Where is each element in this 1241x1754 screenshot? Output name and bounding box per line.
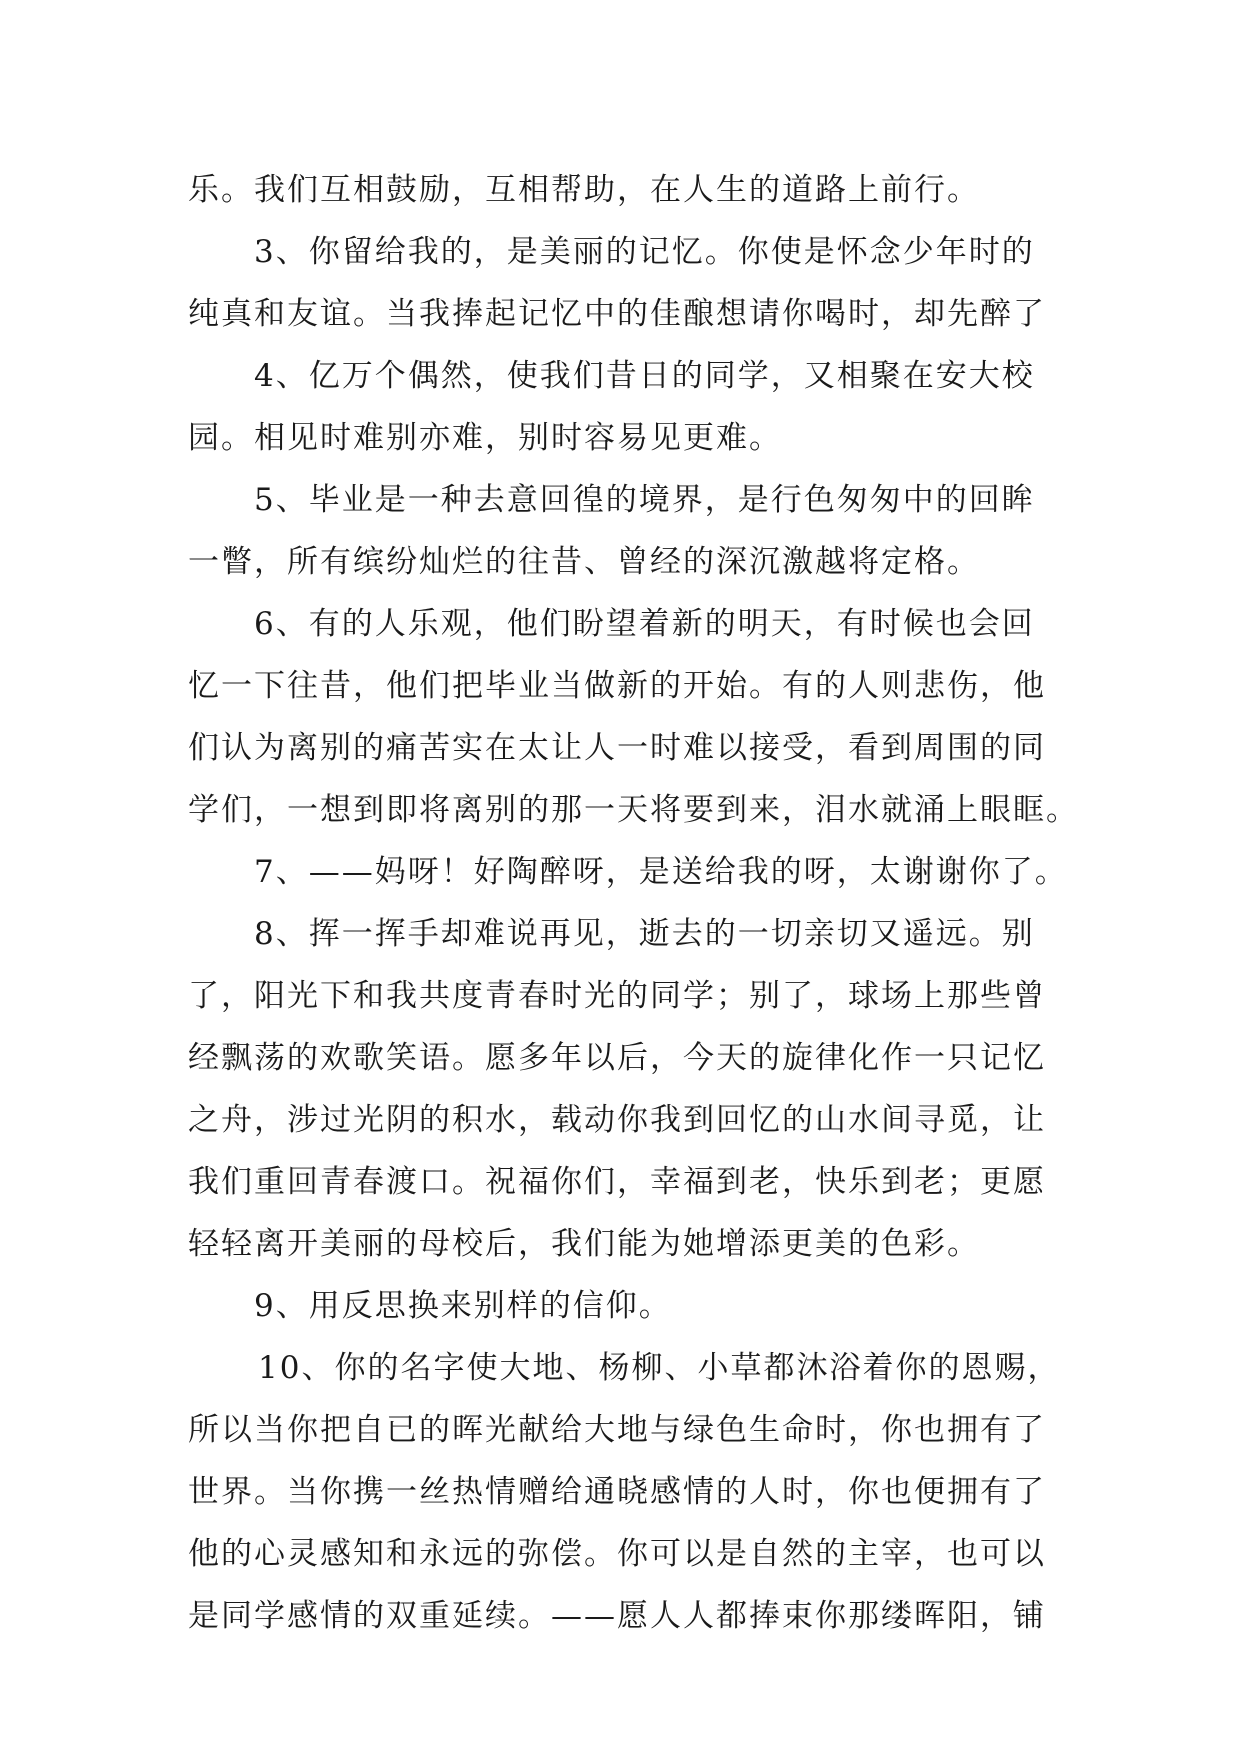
text-line: 所以当你把自已的晖光献给大地与绿色生命时，你也拥有了 — [188, 1412, 1046, 1448]
item-6-line: 6、有的人乐观，他们盼望着新的明天，有时候也会回 — [254, 606, 1035, 642]
text-line: 乐。我们互相鼓励，互相帮助，在人生的道路上前行。 — [188, 172, 980, 208]
text-line: 世界。当你携一丝热情赠给通晓感情的人时，你也便拥有了 — [188, 1474, 1046, 1510]
text-line: 我们重回青春渡口。祝福你们，幸福到老，快乐到老；更愿 — [188, 1164, 1046, 1200]
text-line: 们认为离别的痛苦实在太让人一时难以接受，看到周围的同 — [188, 730, 1046, 766]
text-line: 了，阳光下和我共度青春时光的同学；别了，球场上那些曾 — [188, 978, 1046, 1014]
item-8-line: 8、挥一挥手却难说再见，逝去的一切亲切又遥远。别 — [254, 916, 1035, 952]
text-line: 轻轻离开美丽的母校后，我们能为她增添更美的色彩。 — [188, 1226, 980, 1262]
text-line: 学们，一想到即将离别的那一天将要到来，泪水就涌上眼眶。 — [188, 792, 1079, 828]
text-line: 一瞥，所有缤纷灿烂的往昔、曾经的深沉激越将定格。 — [188, 544, 980, 580]
item-5-line: 5、毕业是一种去意回徨的境界，是行色匆匆中的回眸 — [254, 482, 1035, 518]
text-line: 之舟，涉过光阴的积水，载动你我到回忆的山水间寻觅，让 — [188, 1102, 1046, 1138]
item-7-line: 7、——妈呀！好陶醉呀，是送给我的呀，太谢谢你了。 — [254, 854, 1068, 890]
text-line: 经飘荡的欢歌笑语。愿多年以后，今天的旋律化作一只记忆 — [188, 1040, 1046, 1076]
text-line: 他的心灵感知和永远的弥偿。你可以是自然的主宰，也可以 — [188, 1536, 1046, 1572]
text-line: 忆一下往昔，他们把毕业当做新的开始。有的人则悲伤，他 — [188, 668, 1046, 704]
item-3-line: 3、你留给我的，是美丽的记忆。你使是怀念少年时的 — [254, 234, 1035, 270]
text-line: 是同学感情的双重延续。——愿人人都捧束你那缕晖阳，铺 — [188, 1598, 1046, 1634]
document-body — [188, 159, 1079, 1647]
item-10-line: 10、你的名字使大地、杨柳、小草都沐浴着你的恩赐， — [258, 1350, 1061, 1386]
text-line: 园。相见时难别亦难，别时容易见更难。 — [188, 420, 782, 456]
item-4-line: 4、亿万个偶然，使我们昔日的同学，又相聚在安大校 — [254, 358, 1035, 394]
item-9-line: 9、用反思换来别样的信仰。 — [254, 1288, 672, 1324]
text-line: 纯真和友谊。当我捧起记忆中的佳酿想请你喝时，却先醉了 — [188, 296, 1046, 332]
